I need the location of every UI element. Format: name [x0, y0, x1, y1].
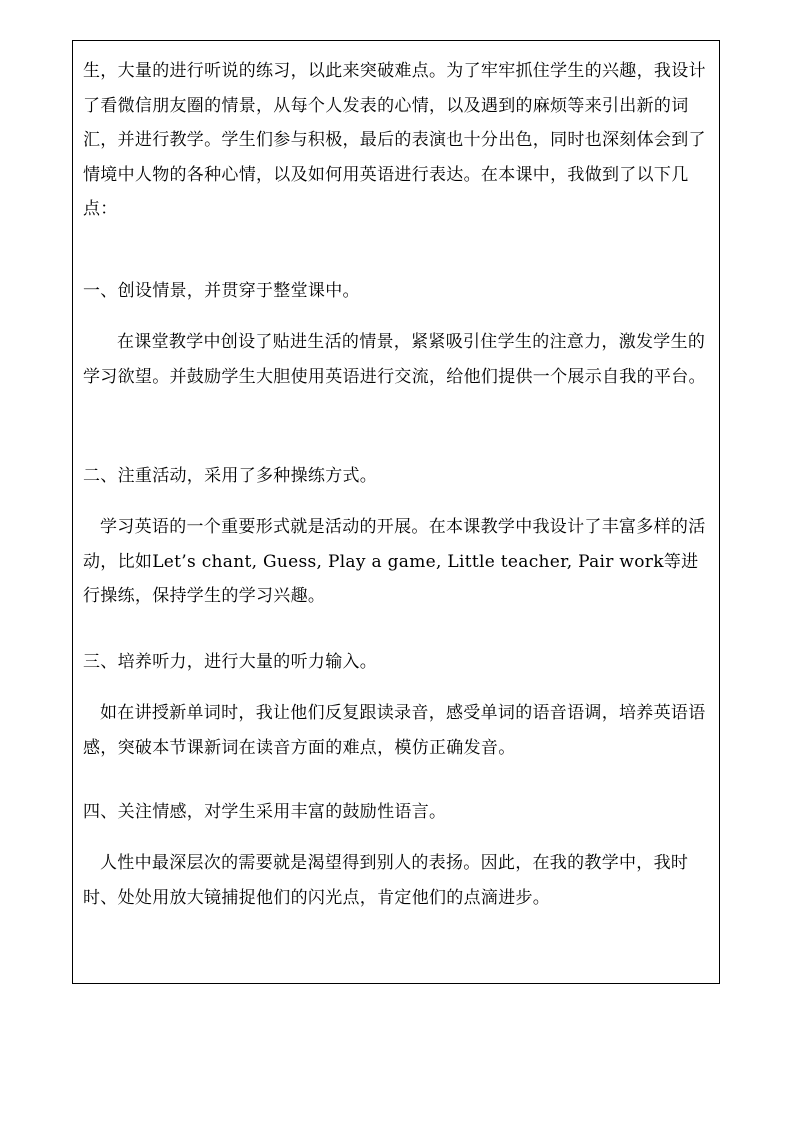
paragraph-1: 在课堂教学中创设了贴进生活的情景，紧紧吸引住学生的注意力，激发学生的学习欲望。并鼓励学生大胆使用英语进行交流，给他们提供一个展示自我的平台。 [83, 332, 706, 387]
paragraph-2: 学习英语的一个重要形式就是活动的开展。在本课教学中我设计了丰富多样的活动，比如Let’s chant, Guess, Play a game, Little teacher, Pair work等进行操练，保持学生的学习兴趣。 [83, 517, 706, 606]
heading-1: 一、创设情景，并贯穿于整堂课中。 [83, 281, 360, 301]
paragraph-4: 人性中最深层次的需要就是渴望得到别人的表扬。因此，在我的教学中，我时时、处处用放大镜捕捉他们的闪光点，肯定他们的点滴进步。 [83, 853, 689, 908]
heading-3: 三、培养听力，进行大量的听力输入。 [83, 652, 378, 672]
heading-4: 四、关注情感，对学生采用丰富的鼓励性语言。 [83, 802, 447, 822]
table-cell [72, 40, 720, 984]
intro-paragraph: 生，大量的进行听说的练习，以此来突破难点。为了牢牢抓住学生的兴趣，我设计了看微信朋友圈的情景，从每个人发表的心情，以及遇到的麻烦等来引出新的词汇，并进行教学。学生们参与积极，最后的表演也十分出色，同时也深刻体会到了情境中人物的各种心情，以及如何用英语进行表达。在本课中，我做到了以下几点： [83, 61, 706, 219]
heading-2: 二、注重活动，采用了多种操练方式。 [83, 466, 378, 486]
paragraph-3: 如在讲授新单词时，我让他们反复跟读录音，感受单词的语音语调，培养英语语感，突破本节课新词在读音方面的难点，模仿正确发音。 [83, 703, 706, 758]
